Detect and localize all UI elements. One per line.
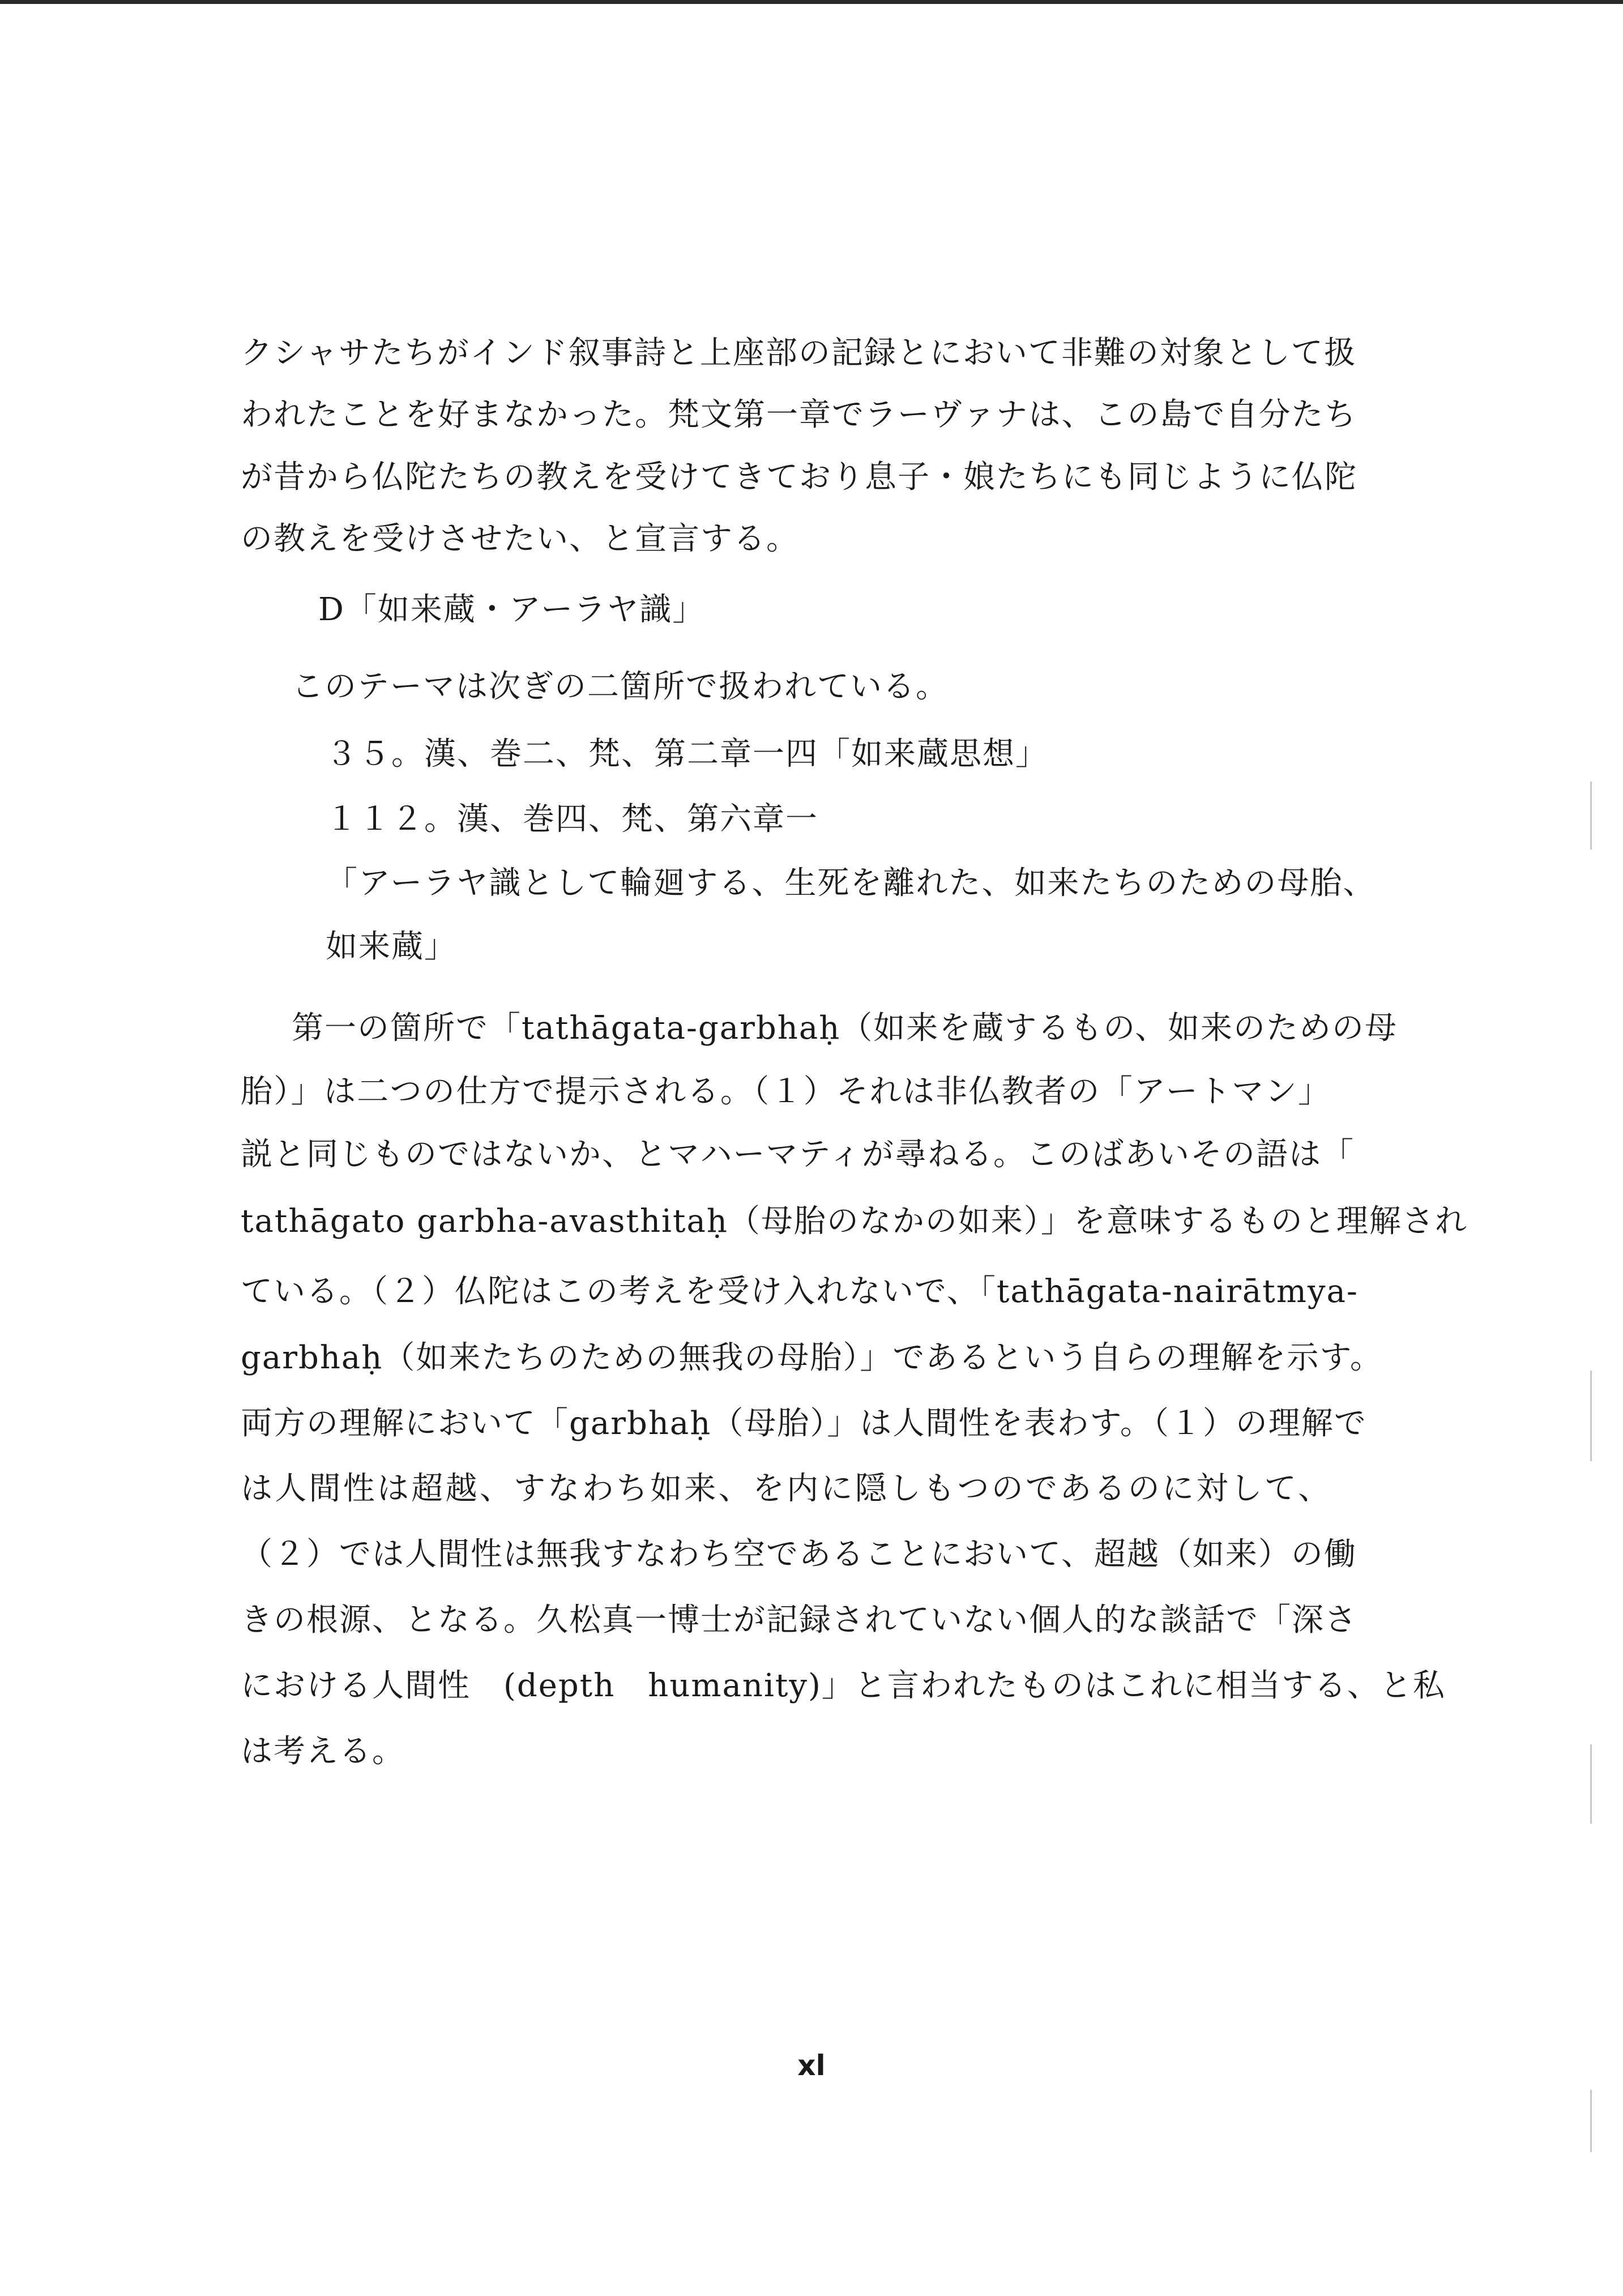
theme-intro: このテーマは次ぎの二箇所で扱われている。 [292, 668, 949, 705]
paragraph-line: 両方の理解において「garbhaḥ（母胎）」は人間性を表わす。（１）の理解で [241, 1405, 1367, 1442]
paragraph-line: が昔から仏陀たちの教えを受けてきており息子・娘たちにも同じように仏陀 [241, 459, 1357, 496]
page-number: xl [797, 2049, 826, 2082]
paragraph-line: garbhaḥ（如来たちのための無我の母胎）」であるという自らの理解を示す。 [241, 1339, 1383, 1376]
quote-line: 如来蔵」 [326, 928, 457, 965]
paragraph-line: は考える。 [241, 1733, 405, 1770]
paragraph-line: ている。（２）仏陀はこの考えを受け入れないで、「tathāgata-nairātmya- [241, 1273, 1359, 1310]
paragraph-line: 胎）」は二つの仕方で提示される。（１）それは非仏教者の「アートマン」 [241, 1073, 1331, 1110]
paragraph-line: における人間性 (depth humanity)」と言われたものはこれに相当する、と私 [241, 1667, 1446, 1704]
reference-item: １１２。漢、巻四、梵、第六章一 [326, 801, 818, 838]
reference-item: ３５。漢、巻二、梵、第二章一四「如来蔵思想」 [326, 736, 1048, 773]
paragraph-line: 説と同じものではないか、とマハーマティが尋ねる。このばあいその語は「 [241, 1136, 1355, 1173]
paragraph-line: 第一の箇所で「tathāgata-garbhaḥ（如来を蔵するもの、如来のための母 [292, 1010, 1398, 1047]
paragraph-line: クシャサたちがインド叙事詩と上座部の記録とにおいて非難の対象として扱 [241, 335, 1357, 372]
paragraph-line: tathāgato garbha-avasthitaḥ（母胎のなかの如来）」を意味するものと理解され [241, 1203, 1468, 1240]
paragraph-line: の教えを受けさせたい、と宣言する。 [241, 520, 799, 557]
paragraph-line: は人間性は超越、すなわち如来、を内に隠しもつのであるのに対して、 [241, 1470, 1331, 1507]
quote-line: 「アーラヤ識として輪廻する、生死を離れた、如来たちのための母胎、 [326, 865, 1376, 902]
paragraph-line: （２）では人間性は無我すなわち空であることにおいて、超越（如来）の働 [241, 1536, 1357, 1573]
section-heading: D「如来蔵・アーラヤ識」 [318, 591, 706, 628]
paragraph-line: われたことを好まなかった。梵文第一章でラーヴァナは、この島で自分たち [241, 396, 1357, 433]
paragraph-line: きの根源、となる。久松真一博士が記録されていない個人的な談話で「深さ [241, 1602, 1357, 1638]
